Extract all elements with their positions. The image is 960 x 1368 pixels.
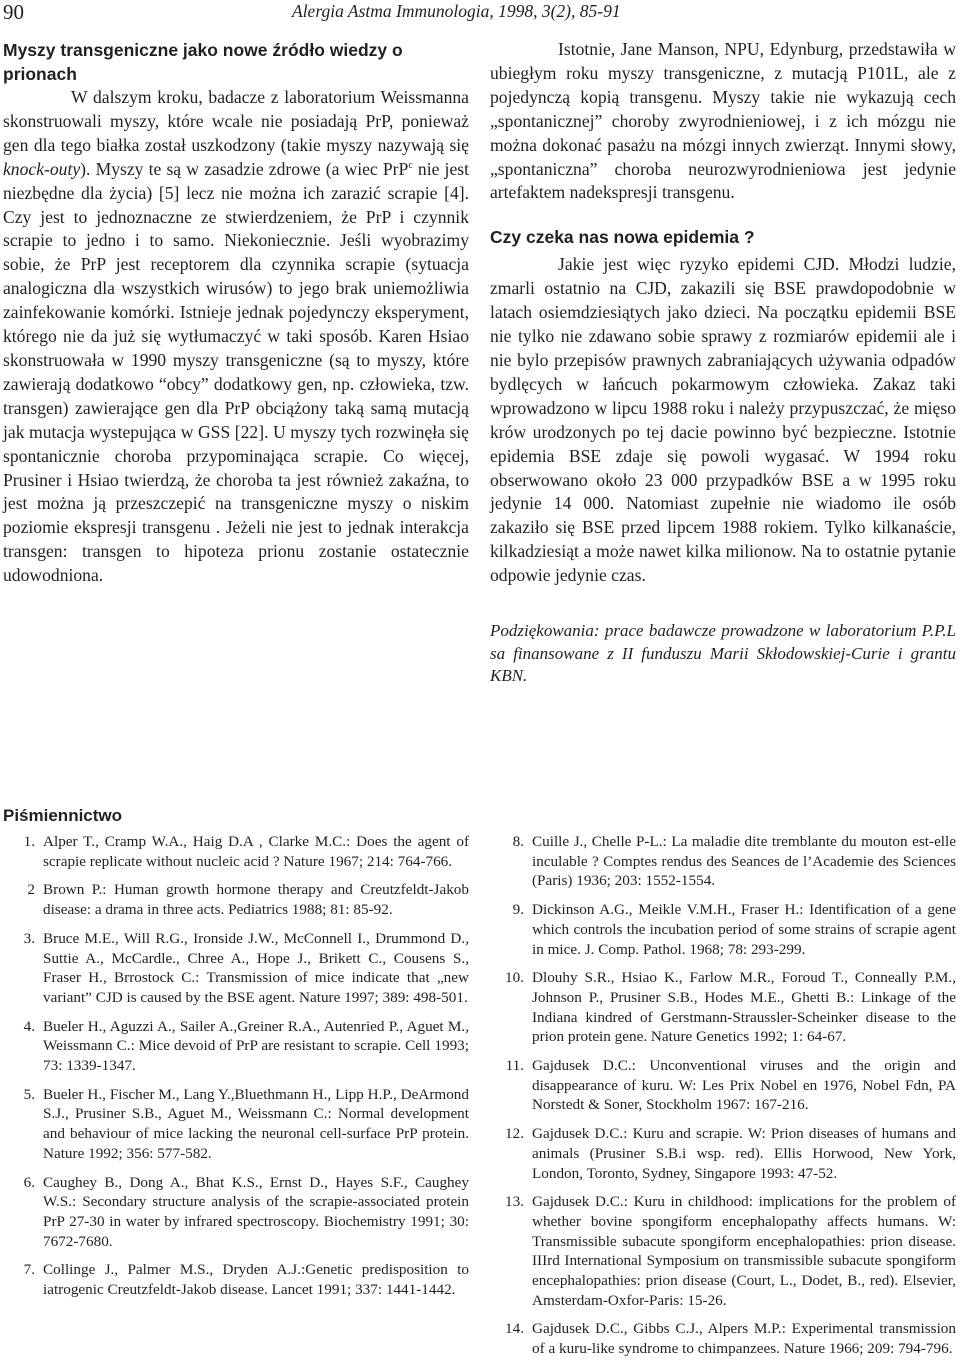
reference-text: Bruce M.E., Will R.G., Ironside J.W., McConnell I., Drummond D., Suttie A., McCardle., Chree A., Hope J., Brikett C., Cousens S., Fraser H., Brrostock C.: Transmission of mice indicate that „new variant” CJD is caused by the BSE agent. Nature 1997; 389: 498-501.: [43, 929, 469, 1006]
journal-citation: Alergia Astma Immunologia, 1998, 3(2), 85-91: [292, 1, 621, 21]
reference-number: 11.: [505, 1057, 524, 1075]
text-run: nie jest niezbędne dla życia) [5] lecz nie można ich zarazić scrapie [4]. Czy jest to jednoznaczne ze stwierdzeniem, że PrP i czynnik scrapie to jedno i to samo. Niekoniecznie. Jeśli wyobrazimy sobie, że PrP jest receptorem dla czynnika scrapie (sytuacja analogiczna dla wszystkich wirusów) to jego brak uniemożliwia zainfekowanie komórki. Istnieje jednak pojedynczy eksperyment, którego nie da już się wytłumaczyć w taki sposób. Karen Hsiao skonstruowała w 1990 myszy transgeniczne (są to myszy, które zawierają dodatkowo “obcy” dodatkowy gen, np. człowieka, tzw. transgen) zawierające gen dla PrP obciążony taką samą mutacją jak mutacja wystepująca w GSS [22]. U myszy tych rozwinęła się spontanicznie choroba przypominająca scrapie. Co więcej, Prusiner i Hsiao twierdzą, że choroba ta jest również zakaźna, to jest można ją przeszczepić na transgeniczne myszy o niskim poziomie ekspresji transgenu . Jeżeli nie jest to jednak interakcja transgen: transgen to hipoteza prionu zostanie ostatecznie udowodniona.: [3, 158, 469, 586]
reference-number: 2: [27, 881, 35, 899]
reference-item: [3, 1017, 469, 1076]
reference-item: [492, 1056, 956, 1115]
reference-number: 12.: [505, 1125, 524, 1143]
right-column: [490, 38, 956, 688]
acknowledgement: Podziękowania: prace badawcze prowadzone w laboratorium P.P.L sa finansowane z II funduszu Marii Skłodowskiej-Curie i grantu KBN.: [490, 621, 956, 686]
knockout-term: knock-outy: [3, 158, 81, 179]
reference-item: [492, 1124, 956, 1183]
left-column: [3, 38, 469, 588]
reference-text: Gajdusek D.C.: Unconventional viruses and the origin and disappearance of kuru. W: Les Prix Nobel en 1976, Nobel Fdn, PA Norstedt & Soner, Stockholm 1967: 167-216.: [532, 1057, 956, 1114]
text-run: ). Myszy te są w zasadzie zdrowe (a wiec PrP: [80, 158, 409, 179]
reference-number: 5.: [23, 1085, 35, 1103]
references-title: Piśmiennictwo: [3, 806, 123, 825]
reference-number: 7.: [23, 1261, 35, 1279]
reference-text: Bueler H., Aguzzi A., Sailer A.,Greiner R.A., Autenried P., Aguet M., Weissmann C.: Mice devoid of PrP are resistant to scrapie. Cell 1993; 73: 1339-1347.: [43, 1017, 469, 1075]
reference-item: [3, 1085, 469, 1164]
reference-item: [492, 832, 956, 891]
text-run: W dalszym kroku, badacze z laboratorium Weissmanna skonstruowali myszy, które wcale nie posiadają PrP, ponieważ gen dla tego białka został uszkodzony (takie myszy nazywają się: [3, 87, 469, 155]
section-title-transgenic-mice: Myszy transgeniczne jako nowe źródło wiedzy o prionach: [3, 40, 403, 84]
reference-item: [3, 929, 469, 1008]
superscript: c: [408, 159, 413, 171]
paragraph-manson: Istotnie, Jane Manson, NPU, Edynburg, przedstawiła w ubiegłym roku myszy transgeniczne, z mutacją P101L, ale z pojedynczą kopią transgenu. Myszy takie nie wykazują cech „spontanicznej” choroby zwyrodnieniowej, i z ich mózgu nie można dokonać pasażu na mózgi innych zwierząt. Innymi słowy, „spontaniczna” choroba neurozwyrodnieniowa jest jedynie artefaktem nadekspresji transgenu.: [490, 39, 956, 203]
reference-text: Caughey B., Dong A., Bhat K.S., Ernst D., Hayes S.F., Caughey W.S.: Secondary structure analysis of the scrapie-associated protein PrP 27-30 in water by infrared spectroscopy. Biochemistry 1991; 30: 7672-7680.: [43, 1173, 469, 1250]
reference-text: Gajdusek D.C.: Kuru and scrapie. W: Prion diseases of humans and animals (Prusiner S.B.i wsp. red). Ellis Horwood, New York, London, Toronto, Sydney, Singapore 1993: 47-52.: [532, 1125, 956, 1182]
reference-text: Gajdusek D.C., Gibbs C.J., Alpers M.P.: Experimental transmission of a kuru-like syndrome to chimpanzees. Nature 1966; 209: 794-796.: [532, 1320, 956, 1358]
reference-number: 9.: [512, 901, 524, 919]
page-number: 90: [3, 0, 24, 24]
page-header: [0, 0, 960, 24]
reference-text: Alper T., Cramp W.A., Haig D.A , Clarke M.C.: Does the agent of scrapie replicate without nucleic acid ? Nature 1967; 214: 764-766.: [43, 833, 469, 870]
paragraph-epidemic: Jakie jest więc ryzyko epidemi CJD. Młodzi ludzie, zmarli ostatnio na CJD, zakazili się BSE prawdopodobnie w latach osiemdziesiątych jako dzieci. Na początku epidemii BSE nie tylko nie zdawano sobie sprawy z rozmiarów epidemii ale i nie bylo przepisów prawnych zabraniających używania odpadów bydlęcych w łańcuch pokarmowym człowieka. Zakaz taki wprowadzono w lipcu 1988 roku i należy przypuszczać, że mięso krów urodzonych po tej dacie powinno być bezpieczne. Istotnie epidemia BSE zdaje się powoli wygasać. W 1994 roku obserwowano około 23 000 przypadków BSE a w 1995 roku jedynie 14 000. Natomiast zupełnie nie wiadomo ile osób zakaziło się BSE przed lipcem 1988 rokiem. Tylko kilkanaście, kilkadziesiąt a może nawet kilka milionow. Na to ostatnie pytanie odpowie jedynie czas.: [490, 254, 956, 586]
reference-number: 14.: [505, 1320, 524, 1338]
reference-text: Dlouhy S.R., Hsiao K., Farlow M.R., Foroud T., Conneally P.M., Johnson P., Prusiner S.B., Hodes M.E., Ghetti B.: Linkage of the Indiana kindred of Gerstmann-Straussler-Scheinker disease to the prion protein gene. Nature Genetics 1992; 1: 64-67.: [532, 969, 956, 1046]
reference-item: [3, 1173, 469, 1252]
reference-text: Collinge J., Palmer M.S., Dryden A.J.:Genetic predisposition to iatrogenic Creutzfeldt-Jakob disease. Lancet 1991; 337: 1441-1442.: [43, 1261, 469, 1299]
reference-item: [492, 1319, 956, 1358]
reference-number: 3.: [23, 929, 35, 947]
reference-item: [492, 900, 956, 959]
reference-text: Gajdusek D.C.: Kuru in childhood: implications for the problem of whether bovine spongiform encephalopathy affects humans. W: Transmissible subacute spongiform encephalopathies: prion disease. IIIrd International Symposium on transmissible subacute spongiform encephalopathies: prion disease (Court, L., Dodet, B., red). Elsevier, Amsterdam-Oxfor-Paris: 15-26.: [532, 1193, 956, 1309]
reference-number: 10.: [505, 969, 524, 987]
section-title-epidemic: Czy czeka nas nowa epidemia ?: [490, 227, 755, 248]
reference-item: [492, 1192, 956, 1310]
reference-number: 8.: [512, 833, 524, 850]
reference-text: Bueler H., Fischer M., Lang Y.,Bluethmann H., Lipp H.P., DeArmond S.J., Prusiner S.B., Aguet M., Weissmann C.: Normal development and behaviour of mice lacking the neuronal cell-surface PrP protein. Nature 1992; 356: 577-582.: [43, 1085, 469, 1162]
reference-item: [3, 880, 469, 919]
reference-list-right: [492, 832, 956, 1368]
reference-item: [492, 968, 956, 1047]
paragraph-transgenic-mice: [3, 86, 469, 588]
reference-text: Dickinson A.G., Meikle V.M.H., Fraser H.: Identification of a gene which controls the incubation period of some strains of scrapie agent in mice. J. Comp. Pathol. 1968; 78: 293-299.: [532, 901, 956, 958]
reference-list-left: [3, 832, 469, 1309]
reference-number: 1.: [23, 833, 35, 850]
reference-text: Cuille J., Chelle P-L.: La maladie dite tremblante du mouton est-elle inculable ? Comptes rendus des Seances de l’Academie des Sciences (Paris) 1936; 203: 1552-1554.: [532, 833, 956, 890]
reference-number: 13.: [505, 1193, 524, 1211]
reference-text: Brown P.: Human growth hormone therapy and Creutzfeldt-Jakob disease: a drama in three acts. Pediatrics 1988; 81: 85-92.: [43, 881, 469, 919]
reference-number: 4.: [23, 1017, 35, 1035]
reference-number: 6.: [23, 1173, 35, 1191]
reference-item: [3, 832, 469, 871]
reference-item: [3, 1260, 469, 1299]
